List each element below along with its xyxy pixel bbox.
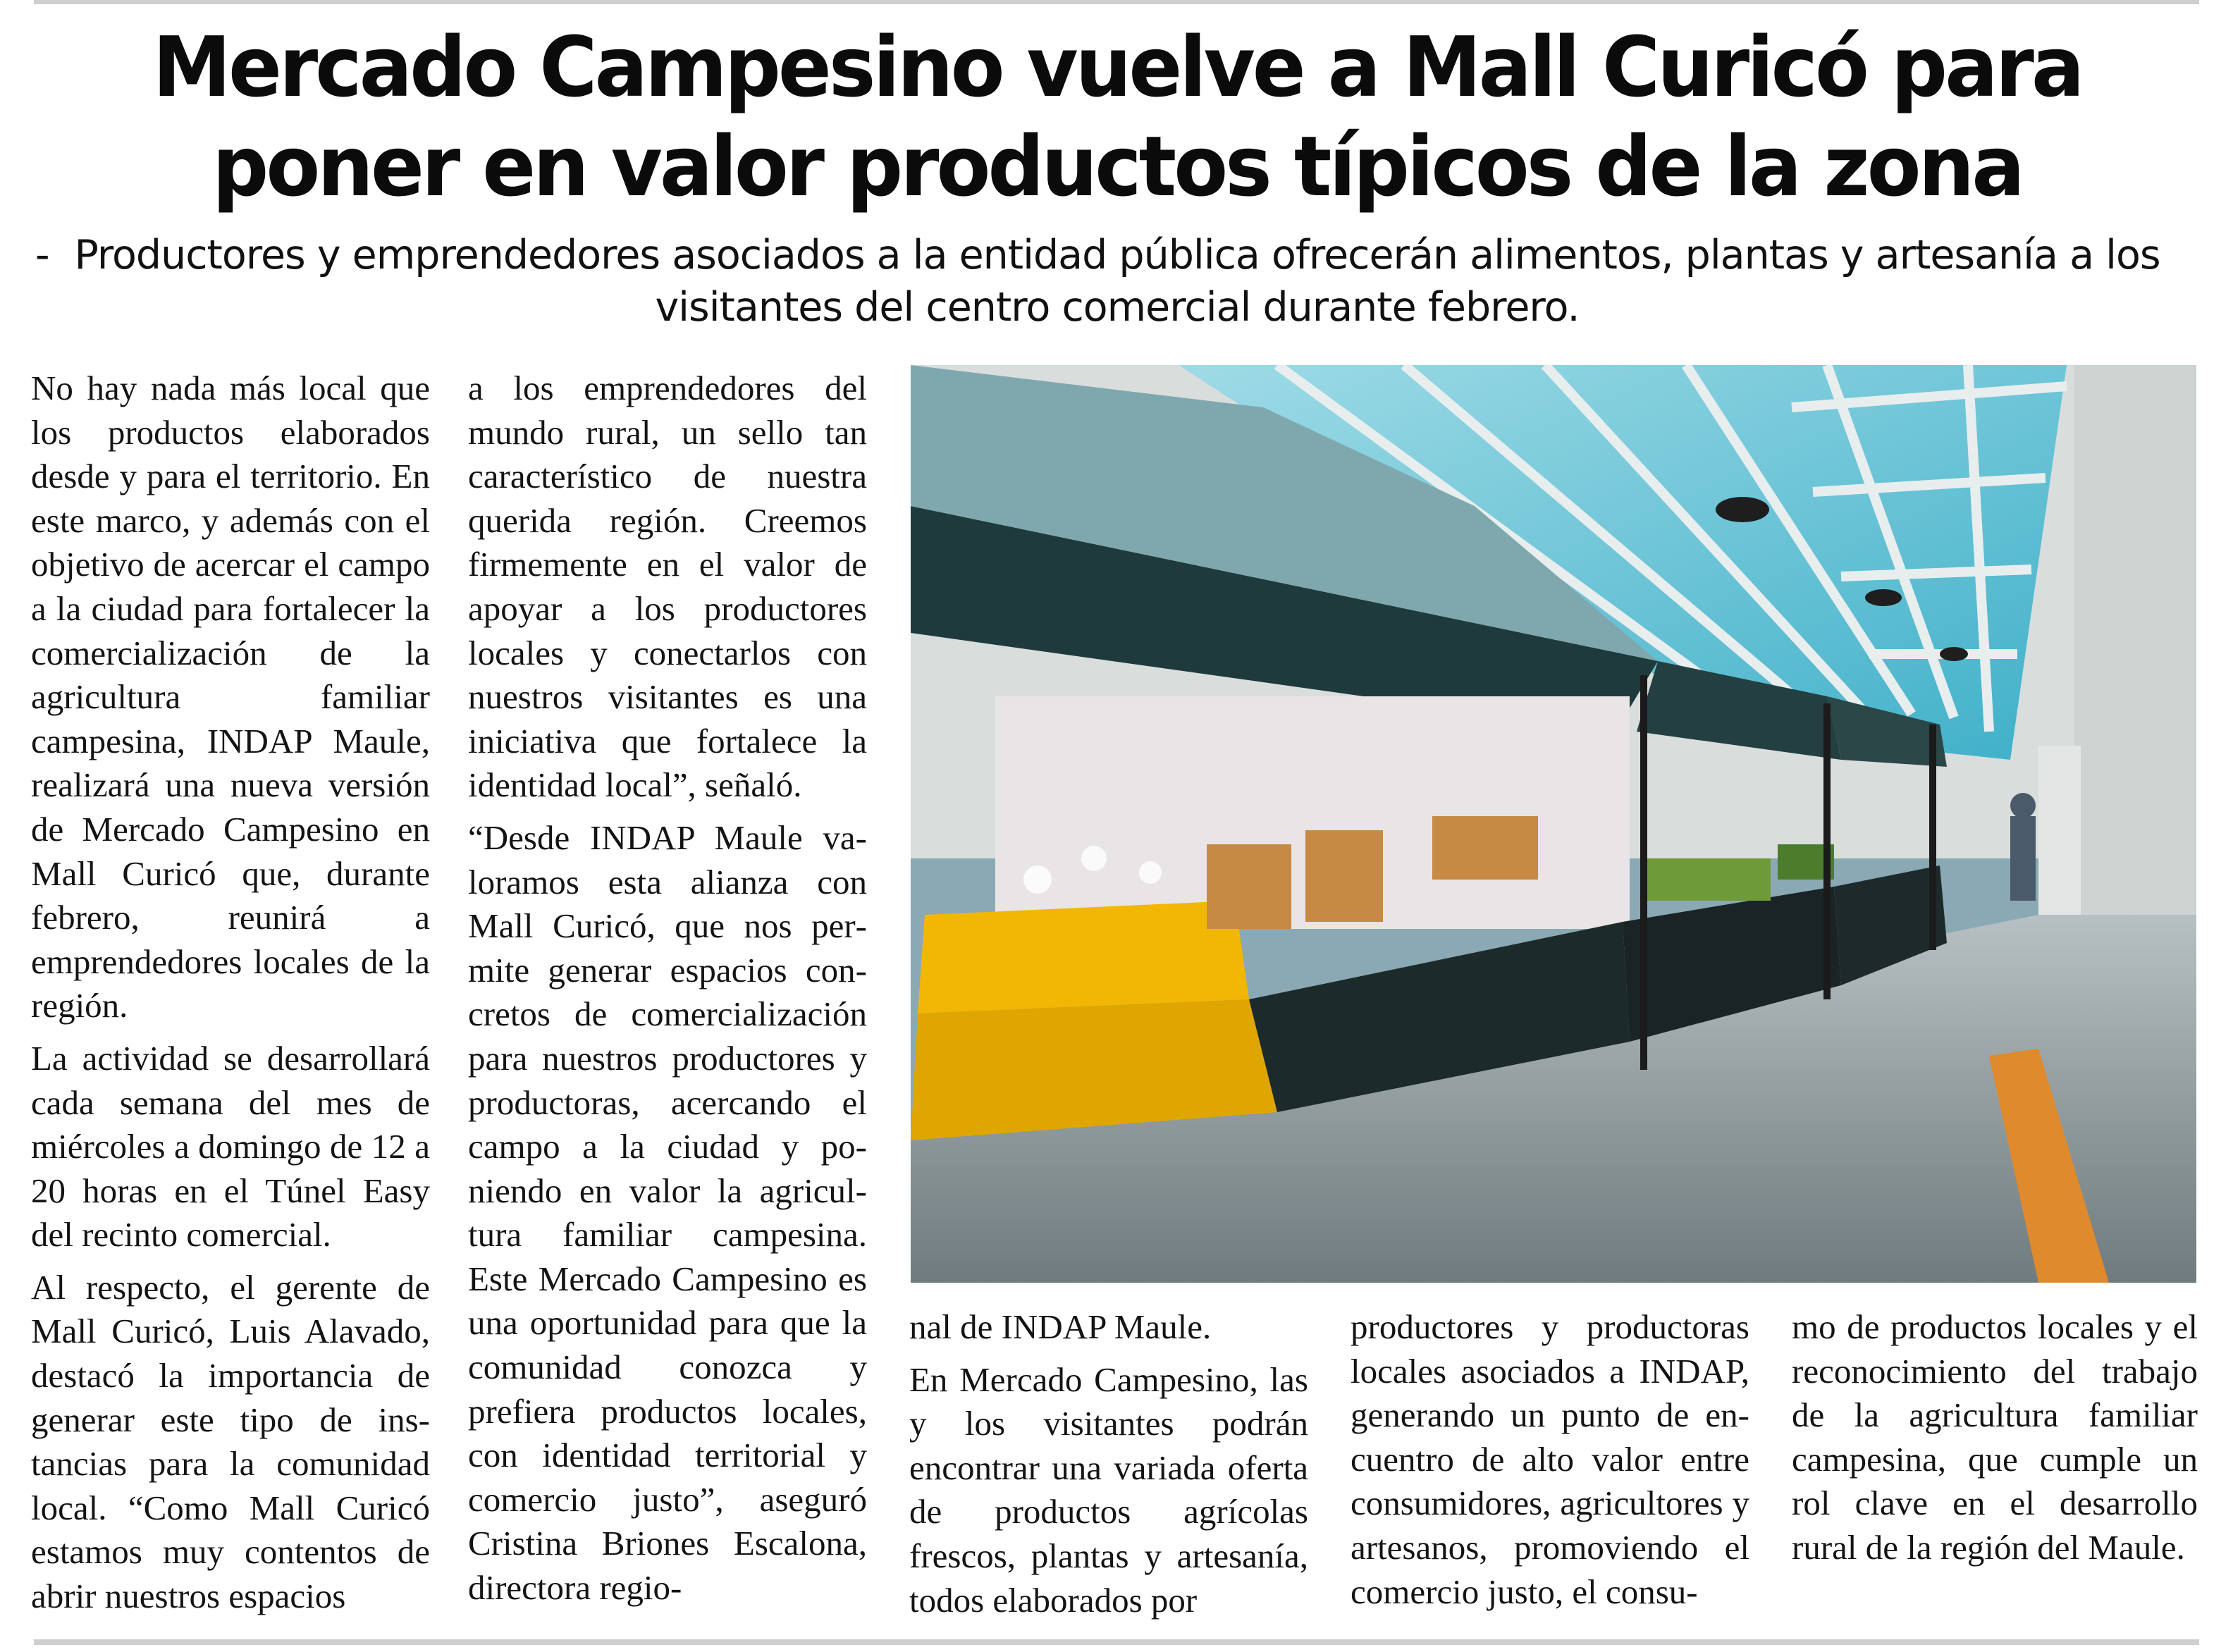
top-rule bbox=[34, 0, 2199, 4]
subhead-bullet: - bbox=[35, 232, 49, 278]
yellow-tablecloth bbox=[918, 901, 1249, 1013]
subheadline bbox=[28, 229, 2206, 333]
paragraph: Al respecto, el gerente de Mall Curicó, Luis Alavado, destacó la importancia de generar este tipo de instancias para la comunidad local. “Como Mall Curicó estamos muy contentos de abrir nuestros espacios bbox=[31, 1267, 430, 1616]
body-column-4 bbox=[1351, 1305, 1749, 1614]
body-column-3 bbox=[909, 1305, 1308, 1622]
headline: Mercado Campesino vuelve a Mall Curicó para poner en valor productos típicos de la zona bbox=[152, 20, 2082, 216]
market-stalls-illustration bbox=[911, 365, 2196, 1283]
paragraph: nal de INDAP Maule. bbox=[909, 1307, 1212, 1346]
paragraph: No hay nada más local que los productos elaborados desde y para el territorio. En este marco, y además con el objetivo de acercar el campo a la ciudad para fortalecer la comercialización de la agricultura familiar campesina, INDAP Maule, realizará una nueva versión de Mercado Campesino en Mall Curicó que, durante febrero, reunirá a emprendedores locales de la región. bbox=[31, 369, 430, 1025]
body-column-5 bbox=[1792, 1305, 2198, 1570]
body-column-2 bbox=[468, 366, 867, 1610]
market-photo bbox=[911, 365, 2196, 1283]
paragraph: “Desde INDAP Maule valoramos esta alianza con Mall Curicó, que nos permite generar espacios concretos de comercialización para nuestros productores y productoras, acercando el campo a la ciudad y poniendo en valor la agricultura familiar campesina. Este Mercado Campesino es una oportunidad para que la comunidad conozca y prefiera productos locales, con identidad territorial y comercio justo”, aseguró Cristina Briones Escalona, directora regio- bbox=[468, 818, 867, 1608]
paragraph: En Mercado Campesino, las y los visitantes podrán encontrar una variada oferta de productos agrícolas frescos, plantas y artesanía, todos elaborados por bbox=[909, 1360, 1308, 1620]
paragraph: mo de productos locales y el reconocimiento del trabajo de la agricultura familiar campesina, que cumple un rol clave en el desarrollo rural de la región del Maule. bbox=[1792, 1307, 2198, 1567]
paragraph: La actividad se desarrollará cada semana del mes de miércoles a domingo de 12 a 20 horas en el Túnel Easy del recinto comercial. bbox=[31, 1038, 430, 1255]
paragraph: productores y productoras locales asociados a INDAP, generando un punto de encuentro de alto valor entre consumidores, agricultores y artesanos, promoviendo el comercio justo, el consu- bbox=[1351, 1307, 1749, 1611]
paragraph: a los emprendedores del mundo rural, un sello tan característico de nuestra querida región. Creemos firmemente en el valor de apoyar a los productores locales y conectarlos con nuestros visitantes es una iniciativa que fortalece la identidad local”, señaló. bbox=[468, 369, 867, 805]
subhead-text: Productores y emprendedores asociados a la entidad pública ofrecerán alimentos, plantas y artesanía a los visitantes del centro comercial durante febrero. bbox=[74, 232, 2160, 331]
body-column-1 bbox=[31, 366, 430, 1619]
bottom-rule bbox=[34, 1639, 2199, 1645]
